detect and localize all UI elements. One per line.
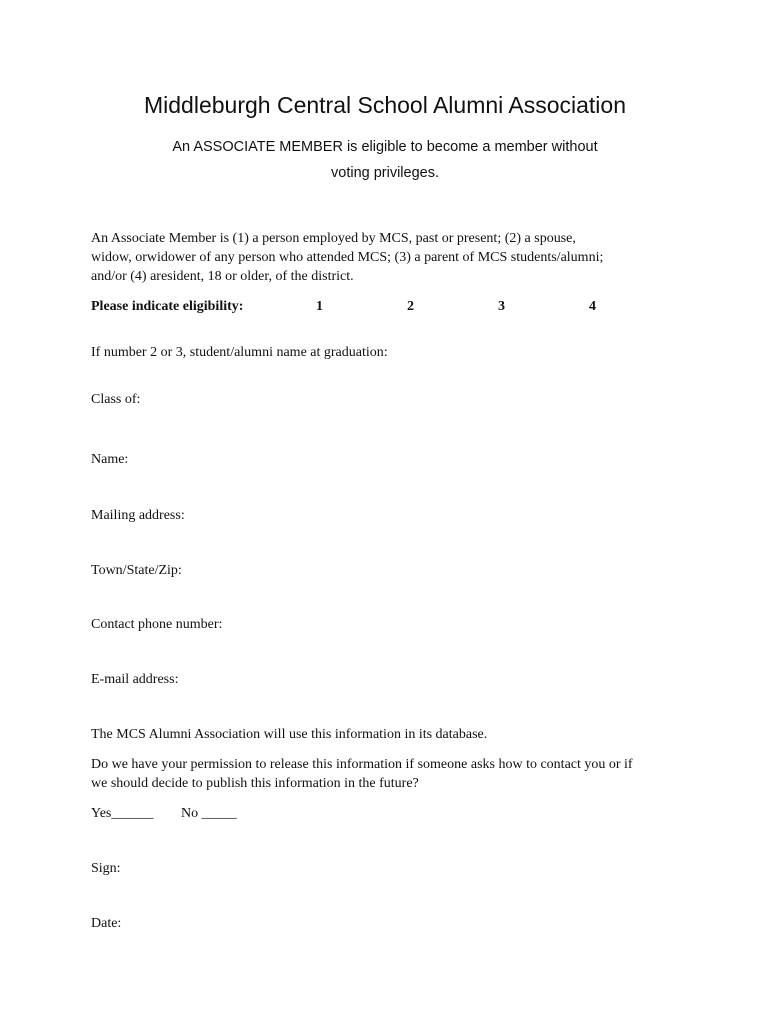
phone-field-label: Contact phone number: (91, 617, 223, 632)
page-title: Middleburgh Central School Alumni Association (144, 92, 626, 118)
permission-question-line-1: Do we have your permission to release this information if someone asks how to contact you or if (91, 757, 633, 772)
eligibility-option-3[interactable]: 3 (498, 299, 505, 314)
date-field-label: Date: (91, 916, 122, 931)
eligibility-option-1[interactable]: 1 (316, 299, 323, 314)
intro-line-1: An Associate Member is (1) a person employed by MCS, past or present; (2) a spouse, (91, 231, 576, 246)
eligibility-option-2[interactable]: 2 (407, 299, 414, 314)
class-of-field-label: Class of: (91, 392, 141, 407)
permission-question-line-2: we should decide to publish this information in the future? (91, 776, 419, 791)
mailing-address-field-label: Mailing address: (91, 508, 185, 523)
name-field-label: Name: (91, 452, 129, 467)
intro-line-2: widow, orwidower of any person who attended MCS; (3) a parent of MCS students/alumni; (91, 250, 604, 265)
database-notice: The MCS Alumni Association will use this information in its database. (91, 727, 488, 742)
subtitle-line-2: voting privileges. (331, 165, 439, 181)
town-state-zip-field-label: Town/State/Zip: (91, 563, 182, 578)
yes-answer-field[interactable]: Yes______ (91, 806, 154, 821)
eligibility-option-4[interactable]: 4 (589, 299, 596, 314)
email-field-label: E-mail address: (91, 672, 179, 687)
eligibility-label: Please indicate eligibility: (91, 299, 244, 314)
sign-field-label: Sign: (91, 861, 121, 876)
intro-line-3: and/or (4) aresident, 18 or older, of the district. (91, 269, 354, 284)
no-answer-field[interactable]: No _____ (181, 806, 237, 821)
subtitle-line-1: An ASSOCIATE MEMBER is eligible to become a member without (172, 139, 598, 155)
student-name-field-label: If number 2 or 3, student/alumni name at graduation: (91, 345, 388, 360)
